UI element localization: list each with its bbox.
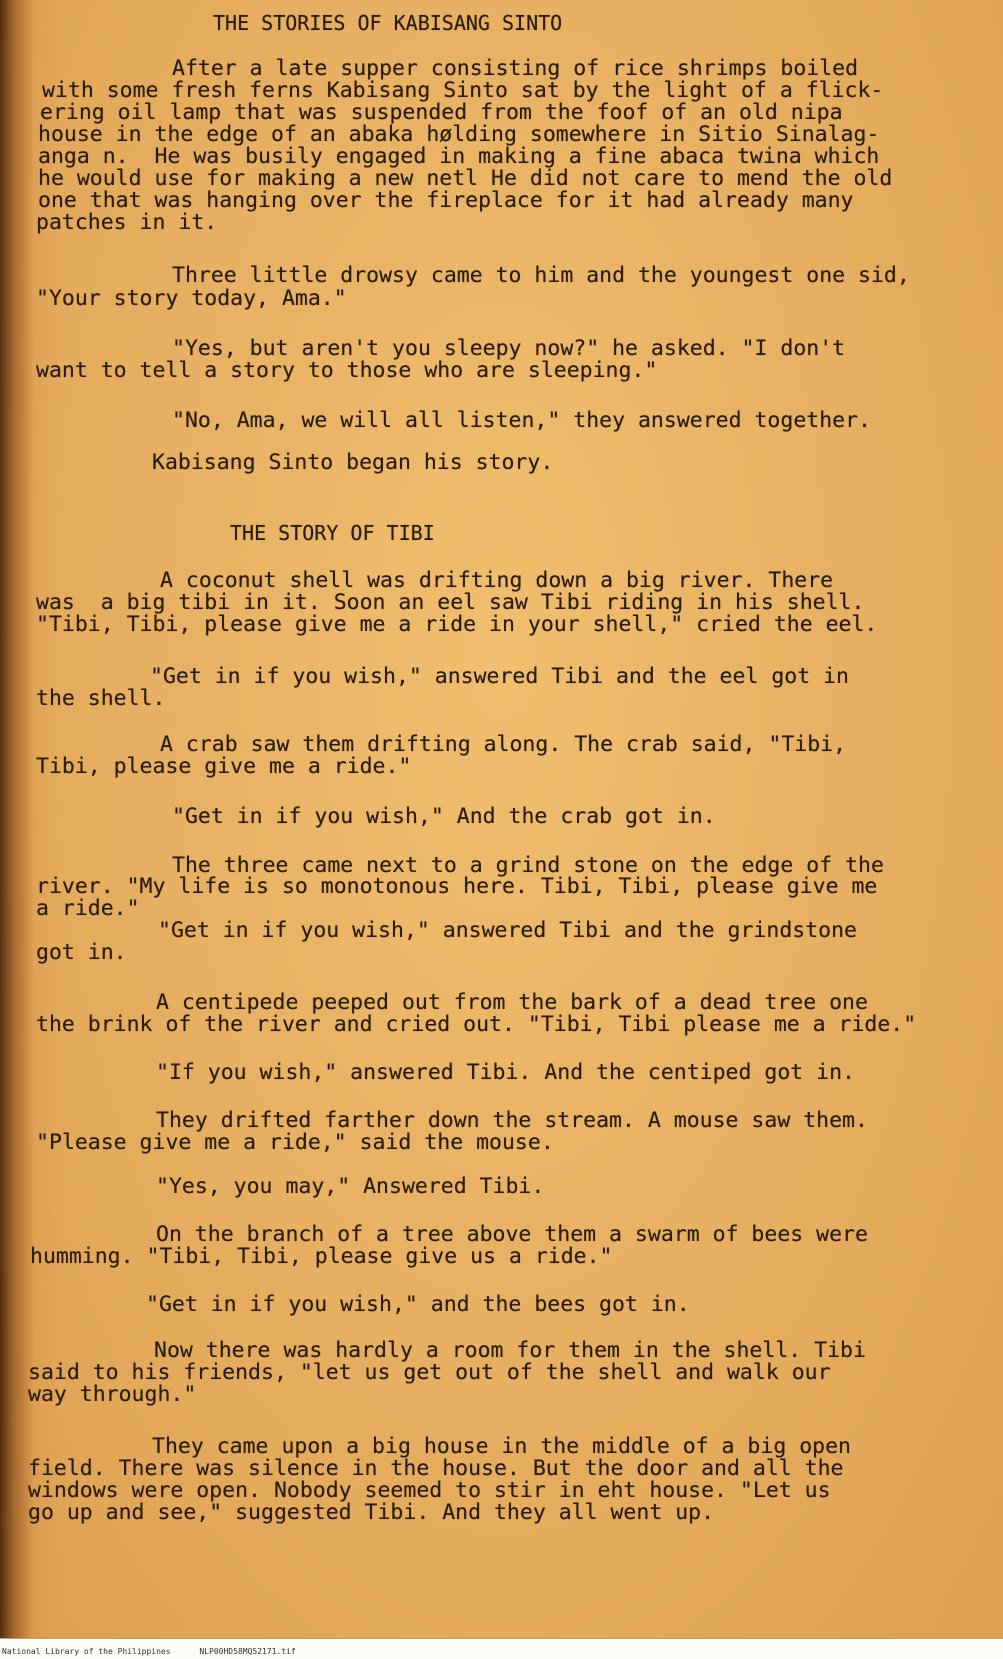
story-line: A centipede peeped out from the bark of a dead tree one — [156, 990, 868, 1015]
intro-line: After a late supper consisting of rice shrimps boiled — [172, 56, 859, 81]
story-line: Now there was hardly a room for them in the shell. Tibi — [154, 1338, 866, 1363]
story-line: way through." — [28, 1382, 197, 1407]
story-line: "If you wish," answered Tibi. And the centiped got in. — [156, 1060, 855, 1085]
paragraph-line: Three little drowsy came to him and the youngest one sid, — [172, 263, 910, 288]
story-line: was a big tibi in it. Soon an eel saw Tibi riding in his shell. — [36, 590, 865, 615]
story-line: A coconut shell was drifting down a big river. There — [160, 568, 834, 593]
paragraph-line: Kabisang Sinto began his story. — [152, 450, 554, 475]
story-line: "Get in if you wish," answered Tibi and the eel got in — [150, 664, 849, 689]
page-title: THE STORIES OF KABISANG SINTO — [213, 11, 563, 35]
story-line: field. There was silence in the house. But the door and all the — [28, 1456, 844, 1481]
intro-line: anga n. He was busily engaged in making a fine abaca twina which — [38, 144, 880, 169]
library-label: National Library of the Philippines — [2, 1647, 171, 1656]
intro-line: patches in it. — [36, 210, 218, 235]
story-line: the brink of the river and cried out. "Tibi, Tibi please me a ride." — [36, 1012, 917, 1037]
paragraph-line: "Yes, but aren't you sleepy now?" he asked. "I don't — [172, 336, 846, 361]
story-line: "Get in if you wish," answered Tibi and the grindstone — [158, 918, 857, 943]
story-line: river. "My life is so monotonous here. Tibi, Tibi, please give me — [36, 874, 878, 899]
story-line: humming. "Tibi, Tibi, please give us a ride." — [30, 1244, 613, 1269]
story-line: On the branch of a tree above them a swarm of bees were — [156, 1222, 868, 1247]
story-line: "Get in if you wish," and the bees got in. — [146, 1292, 690, 1317]
story-line: "Tibi, Tibi, please give me a ride in your shell," cried the eel. — [36, 612, 878, 637]
story-line: a ride." — [36, 896, 140, 921]
story-line: "Get in if you wish," And the crab got in. — [172, 804, 716, 829]
story-line: A crab saw them drifting along. The crab said, "Tibi, — [160, 732, 847, 757]
intro-line: with some fresh ferns Kabisang Sinto sat by the light of a flick- — [42, 78, 884, 103]
scan-footer — [2, 1647, 320, 1656]
story-line: said to his friends, "let us get out of the shell and walk our — [28, 1360, 831, 1385]
story-line: They came upon a big house in the middle of a big open — [152, 1434, 851, 1459]
story-line: They drifted farther down the stream. A mouse saw them. — [156, 1108, 868, 1133]
file-label: NLP00HD58MQ52171.tif — [199, 1647, 296, 1656]
story-line: got in. — [36, 940, 127, 965]
intro-line: one that was hanging over the fireplace for it had already many — [38, 188, 854, 213]
story-line: the shell. — [36, 686, 166, 711]
story-line: Tibi, please give me a ride." — [36, 754, 412, 779]
story-line: go up and see," suggested Tibi. And they all went up. — [28, 1500, 715, 1525]
intro-line: ering oil lamp that was suspended from the foof of an old nipa — [40, 100, 843, 125]
paragraph-line: "No, Ama, we will all listen," they answered together. — [172, 408, 871, 433]
story-line: "Please give me a ride," said the mouse. — [36, 1130, 554, 1155]
intro-line: he would use for making a new netl He did not care to mend the old — [38, 166, 893, 191]
story-line: windows were open. Nobody seemed to stir in eht house. "Let us — [28, 1478, 831, 1503]
paragraph-line: "Your story today, Ama." — [36, 286, 347, 311]
story-subtitle: THE STORY OF TIBI — [230, 521, 435, 545]
story-line: "Yes, you may," Answered Tibi. — [156, 1174, 545, 1199]
paragraph-line: want to tell a story to those who are sleeping." — [36, 358, 658, 383]
story-line: The three came next to a grind stone on the edge of the — [172, 853, 884, 878]
intro-line: house in the edge of an abaka hølding somewhere in Sitio Sinalag- — [38, 122, 880, 147]
